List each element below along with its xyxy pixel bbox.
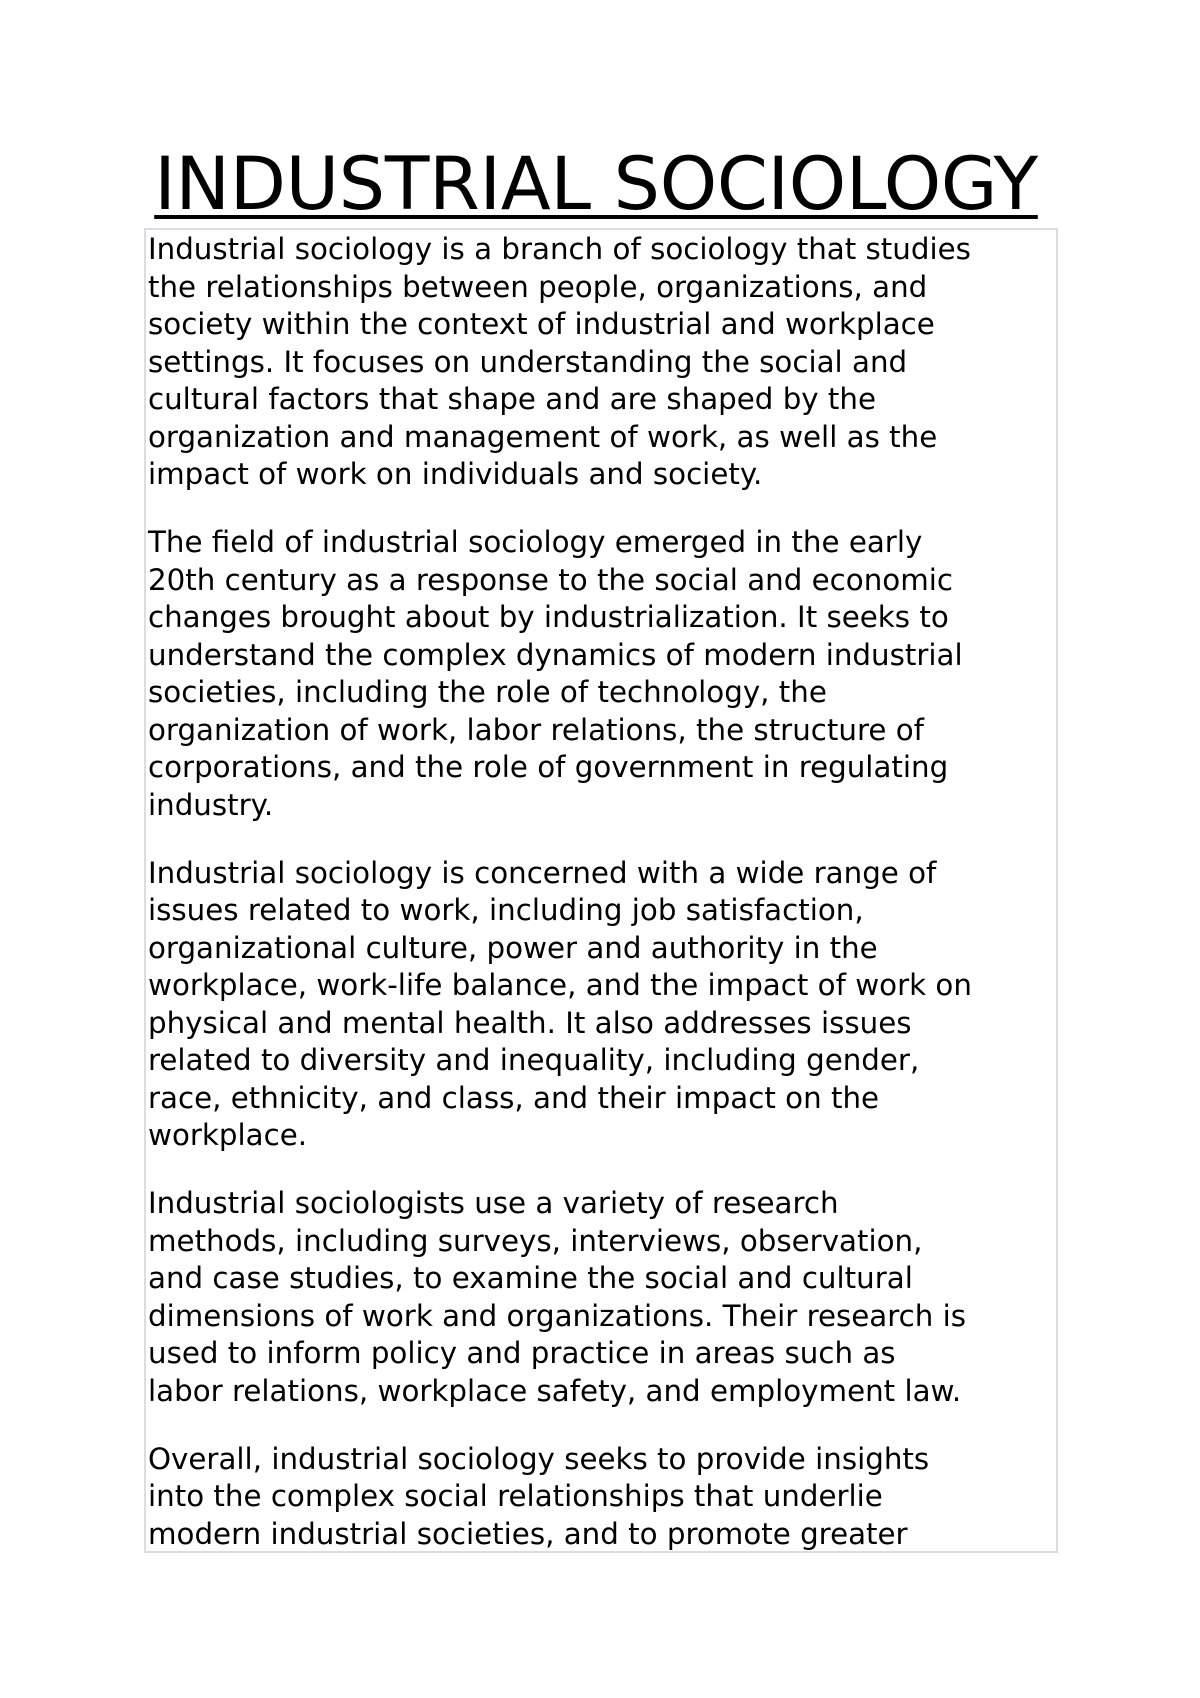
text-line: Industrial sociology is concerned with a wide range of (148, 855, 937, 890)
text-line: issues related to work, including job satisfaction, (148, 893, 864, 927)
text-box (144, 228, 1058, 1553)
text-line: race, ethnicity, and class, and their impact on the (148, 1080, 880, 1115)
text-line: changes brought about by industrialization. It seeks to (148, 600, 949, 634)
text-line: Overall, industrial sociology seeks to provide insights (148, 1441, 930, 1476)
text-line: organization of work, labor relations, the structure of (148, 712, 924, 747)
text-line: society within the context of industrial and workplace (148, 307, 935, 341)
text-line: methods, including surveys, interviews, observation, (148, 1223, 923, 1258)
text-line: organization and management of work, as well as the (148, 419, 938, 454)
paragraph (148, 1441, 1056, 1554)
text-line: 20th century as a response to the social and economic (148, 562, 953, 597)
text-line: labor relations, workplace safety, and employment law. (148, 1373, 962, 1408)
text-line: and case studies, to examine the social and cultural (148, 1261, 913, 1295)
paragraph (148, 855, 1056, 1155)
paragraph (148, 1185, 1056, 1410)
text-line: settings. It focuses on understanding the social and (148, 344, 908, 379)
text-line: into the complex social relationships that underlie (148, 1479, 883, 1513)
text-line: workplace, work-life balance, and the impact of work on (148, 968, 972, 1002)
paragraph (148, 524, 1056, 824)
text-line: related to diversity and inequality, including gender, (148, 1043, 920, 1077)
text-line: The field of industrial sociology emerged in the early (148, 525, 923, 559)
text-line: cultural factors that shape and are shaped by the (148, 382, 877, 416)
document-title: INDUSTRIAL SOCIOLOGY (154, 142, 1038, 227)
text-line: corporations, and the role of government in regulating (148, 750, 949, 784)
text-line: physical and mental health. It also addresses issues (148, 1005, 912, 1040)
text-line: organizational culture, power and authority in the (148, 930, 878, 965)
text-line: Industrial sociology is a branch of sociology that studies (148, 232, 971, 266)
text-line: understand the complex dynamics of modern industrial (148, 637, 963, 672)
text-line: impact of work on individuals and society. (148, 457, 763, 491)
text-line: industry. (148, 787, 274, 822)
text-line: workplace. (148, 1118, 308, 1152)
paragraph (148, 231, 1056, 494)
text-line: Industrial sociologists use a variety of research (148, 1186, 839, 1220)
text-line: modern industrial societies, and to promote greater (148, 1516, 908, 1551)
text-line: the relationships between people, organizations, and (148, 269, 928, 304)
text-line: dimensions of work and organizations. Their research is (148, 1298, 967, 1333)
text-line: societies, including the role of technology, the (148, 675, 827, 709)
text-line: used to inform policy and practice in areas such as (148, 1336, 896, 1370)
